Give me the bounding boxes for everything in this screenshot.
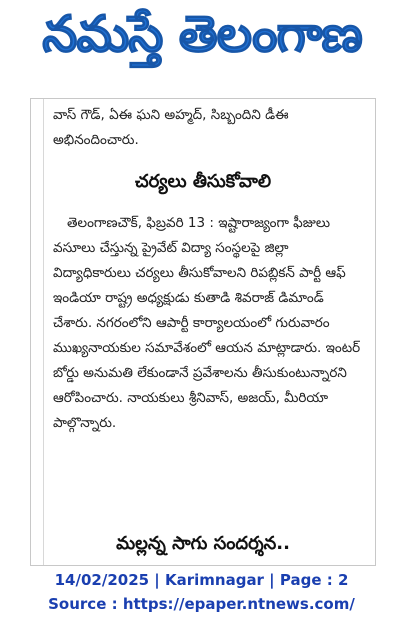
next-article-headline: మల్లన్న సాగు సందర్శన..: [116, 533, 290, 554]
column-rule: [43, 99, 44, 565]
masthead-title: నమస్తే తెలంగాణ: [42, 4, 362, 63]
article-headline: చర్యలు తీసుకోవాలి: [134, 171, 272, 192]
article-body: తెలంగాణచౌక్, ఫిబ్రవరి 13 : ఇష్టారాజ్యంగా ఫీజులు వసూలు చేస్తున్న ప్రైవేట్ విద్యా సంస్థలపై జిల్లా విద్యాధికారులు చర్యలు తీసుకోవాలని రిపబ్లికన్ పార్టీ ఆఫ్ ఇండియా రాష్ట్ర అధ్యక్షుడు కుతాడి శివరాజ్ డిమాండ్ చేశారు. నగరంలోని ఆపార్టీ కార్యాలయంలో గురువారం ముఖ్యనాయకుల సమావేశంలో ఆయన మాట్లాడారు. ఇంటర్ బోర్డు అనుమతి లేకుండానే ప్రవేశాలను తీసుకుంటున్నారని ఆరోపించారు. నాయకులు శ్రీనివాస్, అజయ్, మీరియా పాల్గొన్నారు.: [53, 215, 361, 431]
news-clipping: [30, 98, 376, 566]
newspaper-masthead: [6, 2, 398, 78]
footer-source: Source : https://epaper.ntnews.com/: [48, 595, 355, 613]
footer-date-edition: 14/02/2025 | Karimnagar | Page : 2: [54, 571, 349, 589]
intro-paragraph: వాస్ గౌడ్, ఏఈ ఘని అహ్మద్, సిబ్బందిని డీఈ అభినందించారు.: [53, 107, 289, 148]
